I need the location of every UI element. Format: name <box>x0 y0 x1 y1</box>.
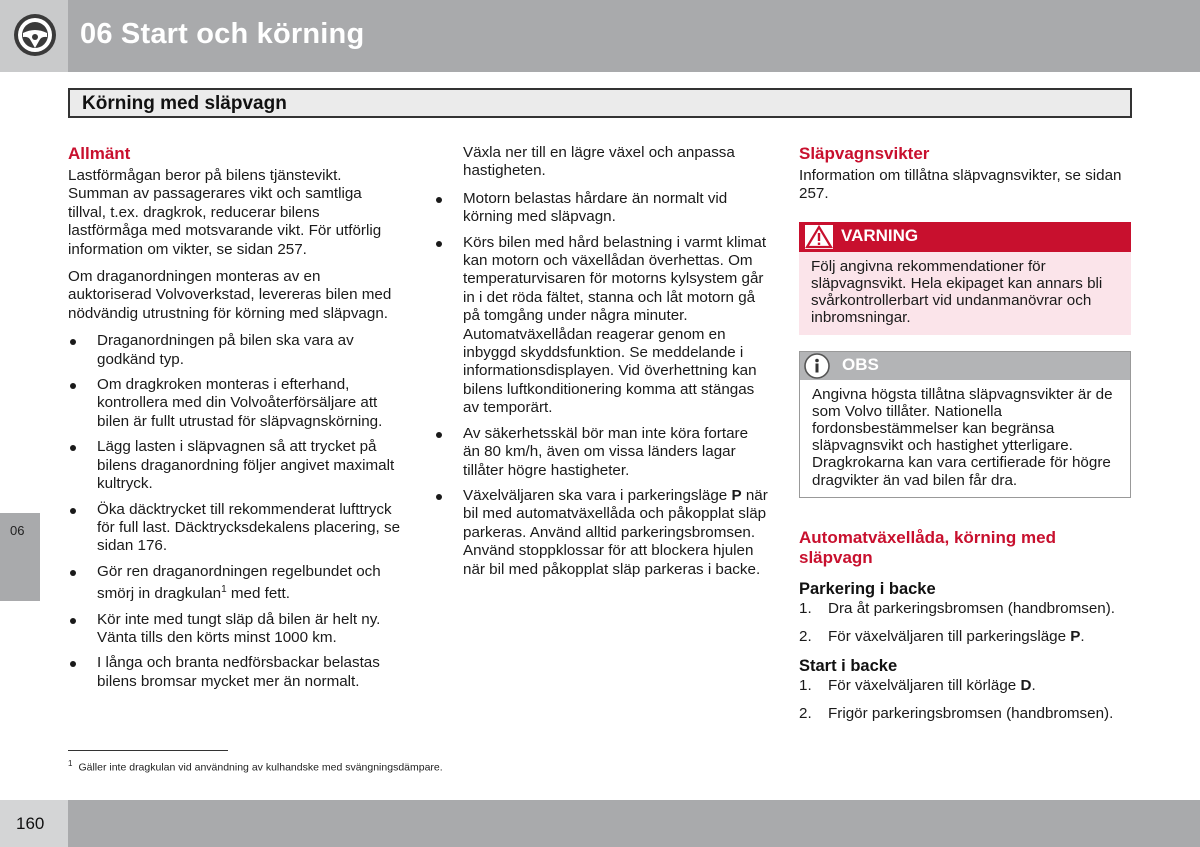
list-item: Kör inte med tungt släp då bilen är helt ny. Vänta tills den körts minst 1000 km. <box>68 611 402 648</box>
paragraph-trailer-weights: Information om tillåtna släpvagnsvikter, se sidan 257. <box>799 167 1122 203</box>
paragraph-load-capacity: Lastförmågan beror på bilens tjänstevikt. Summan av passagerares vikt och samtliga tillval, t.ex. dragkrok, reducerar bilens lastförmåga med motsvarande vikt. För utförlig information om vikter, se sidan 257. <box>68 167 382 258</box>
column-2 <box>434 144 768 586</box>
bullet-icon <box>436 432 442 438</box>
note-box <box>799 351 1131 498</box>
note-text: Angivna högsta tillåtna släpvagnsvikter är de som Volvo tillåter. Nationella fordonsbestämmelser kan begränsa släpvagnsvikt och hastighet ytterligare. Dragkrokarna kan vara certifierade för högre dragvikter än vad bilen får dra. <box>812 385 1113 489</box>
bullet-icon <box>70 618 76 624</box>
side-tab-label: 06 <box>10 523 25 538</box>
bullet-icon <box>436 197 442 203</box>
note-title: OBS <box>842 354 879 374</box>
bullet-list-driving <box>434 190 768 579</box>
heading-automatic-transmission: Automatväxellåda, körning med släpvagn <box>799 527 1056 567</box>
chapter-side-tab[interactable] <box>0 513 40 601</box>
subheading-parking-on-hill: Parkering i backe <box>799 579 936 598</box>
list-item: I långa och branta nedförsbackar belastas bilens bromsar mycket mer än normalt. <box>68 654 402 691</box>
column-3 <box>799 144 1131 733</box>
bullet-icon <box>70 383 76 389</box>
list-item: Om dragkroken monteras i efterhand, kontrollera med din Volvoåterförsäljare att bilen är fullt utrustad för släpvagnskörning. <box>68 376 402 431</box>
list-item: Öka däcktrycket till rekommenderat lufttryck för full last. Däcktrycksdekalens placering, se sidan 176. <box>68 501 402 556</box>
footnote-divider <box>68 750 228 751</box>
section-header <box>68 88 1132 118</box>
list-item: 2. För växelväljaren till parkeringsläge P. <box>799 628 1085 646</box>
heading-allmant: Allmänt <box>68 144 131 163</box>
footer-band <box>68 800 1200 847</box>
heading-trailer-weights: Släpvagnsvikter <box>799 144 930 163</box>
paragraph-downshift: Växla ner till en lägre växel och anpassa hastigheten. <box>463 144 735 180</box>
chapter-title: 06 Start och körning <box>80 18 365 50</box>
header-icon-area <box>0 0 68 72</box>
warning-text: Följ angivna rekommendationer för släpvagnsvikt. Hela ekipaget kan annars bli svårkontrollerbart vid undanmanövrar och inbromsningar. <box>799 252 1131 335</box>
info-circle-icon <box>804 353 830 379</box>
list-item: Draganordningen på bilen ska vara av godkänd typ. <box>68 332 402 369</box>
subheading-start-on-hill: Start i backe <box>799 656 898 675</box>
warning-triangle-icon <box>805 225 833 249</box>
bullet-icon <box>70 508 76 514</box>
steering-wheel-icon <box>12 12 58 58</box>
list-item: Växelväljaren ska vara i parkeringsläge P när bil med automatväxellåda och påkopplat släp parkeras. Använd alltid parkeringsbromsen. Använd stoppklossar för att blockera hjulen när bil med påkopplat släp parkeras i backe. <box>434 487 768 579</box>
list-item: Av säkerhetsskäl bör man inte köra fortare än 80 km/h, även om vissa länders lagar tillåter högre hastigheter. <box>434 425 768 480</box>
footnote-text: Gäller inte dragkulan vid användning av kulhandske med svängningsdämpare. <box>78 761 443 774</box>
list-item: 1. För växelväljaren till körläge D. <box>799 676 1036 694</box>
list-item: Gör ren draganordningen regelbundet och smörj in dragkulan$^1$ med fett. <box>68 563 402 604</box>
list-item: Körs bilen med hård belastning i varmt klimat kan motorn och växellådan överhettas. Om temperaturvisaren för motorns kylsystem går in i det röda fältet, stanna och låt motorn gå på tomgång under några minuter. Automatväxellådan reagerar genom en inbyggd skyddsfunktion. Se meddelande i informationsdisplayen. Vid överhettning kan bilens luftkonditionering komma att stängas av temporärt. <box>434 234 768 418</box>
bullet-icon <box>70 570 76 576</box>
footnote-ref[interactable]: 1 <box>221 584 227 596</box>
paragraph-towbar-install: Om draganordningen monteras av en auktoriserad Volvoverkstad, levereras bilen med nödvändig utrustning för körning med släpvagn. <box>68 268 392 322</box>
column-1 <box>68 144 402 698</box>
section-title: Körning med släpvagn <box>82 93 287 114</box>
bullet-icon <box>436 241 442 247</box>
bullet-icon <box>70 661 76 667</box>
note-header <box>800 352 1130 380</box>
footnote-mark: 1 <box>68 759 73 768</box>
warning-header <box>799 222 1131 252</box>
bullet-icon <box>70 445 76 451</box>
footnote <box>68 759 443 774</box>
page-number: 160 <box>16 814 45 833</box>
steps-start-on-hill <box>799 677 1131 724</box>
list-item: 1. Dra åt parkeringsbromsen (handbromsen). <box>799 599 1116 617</box>
warning-box <box>799 222 1131 335</box>
list-item: Motorn belastas hårdare än normalt vid körning med släpvagn. <box>434 190 768 227</box>
bullet-icon <box>436 494 442 500</box>
list-item: Lägg lasten i släpvagnen så att trycket på bilens draganordning följer angivet maximalt kultryck. <box>68 438 402 493</box>
warning-title: VARNING <box>841 225 919 245</box>
bullet-list-general <box>68 332 402 691</box>
steps-parking-on-hill <box>799 600 1131 647</box>
list-item: 2. Frigör parkeringsbromsen (handbromsen). <box>799 705 1114 723</box>
bullet-icon <box>70 339 76 345</box>
